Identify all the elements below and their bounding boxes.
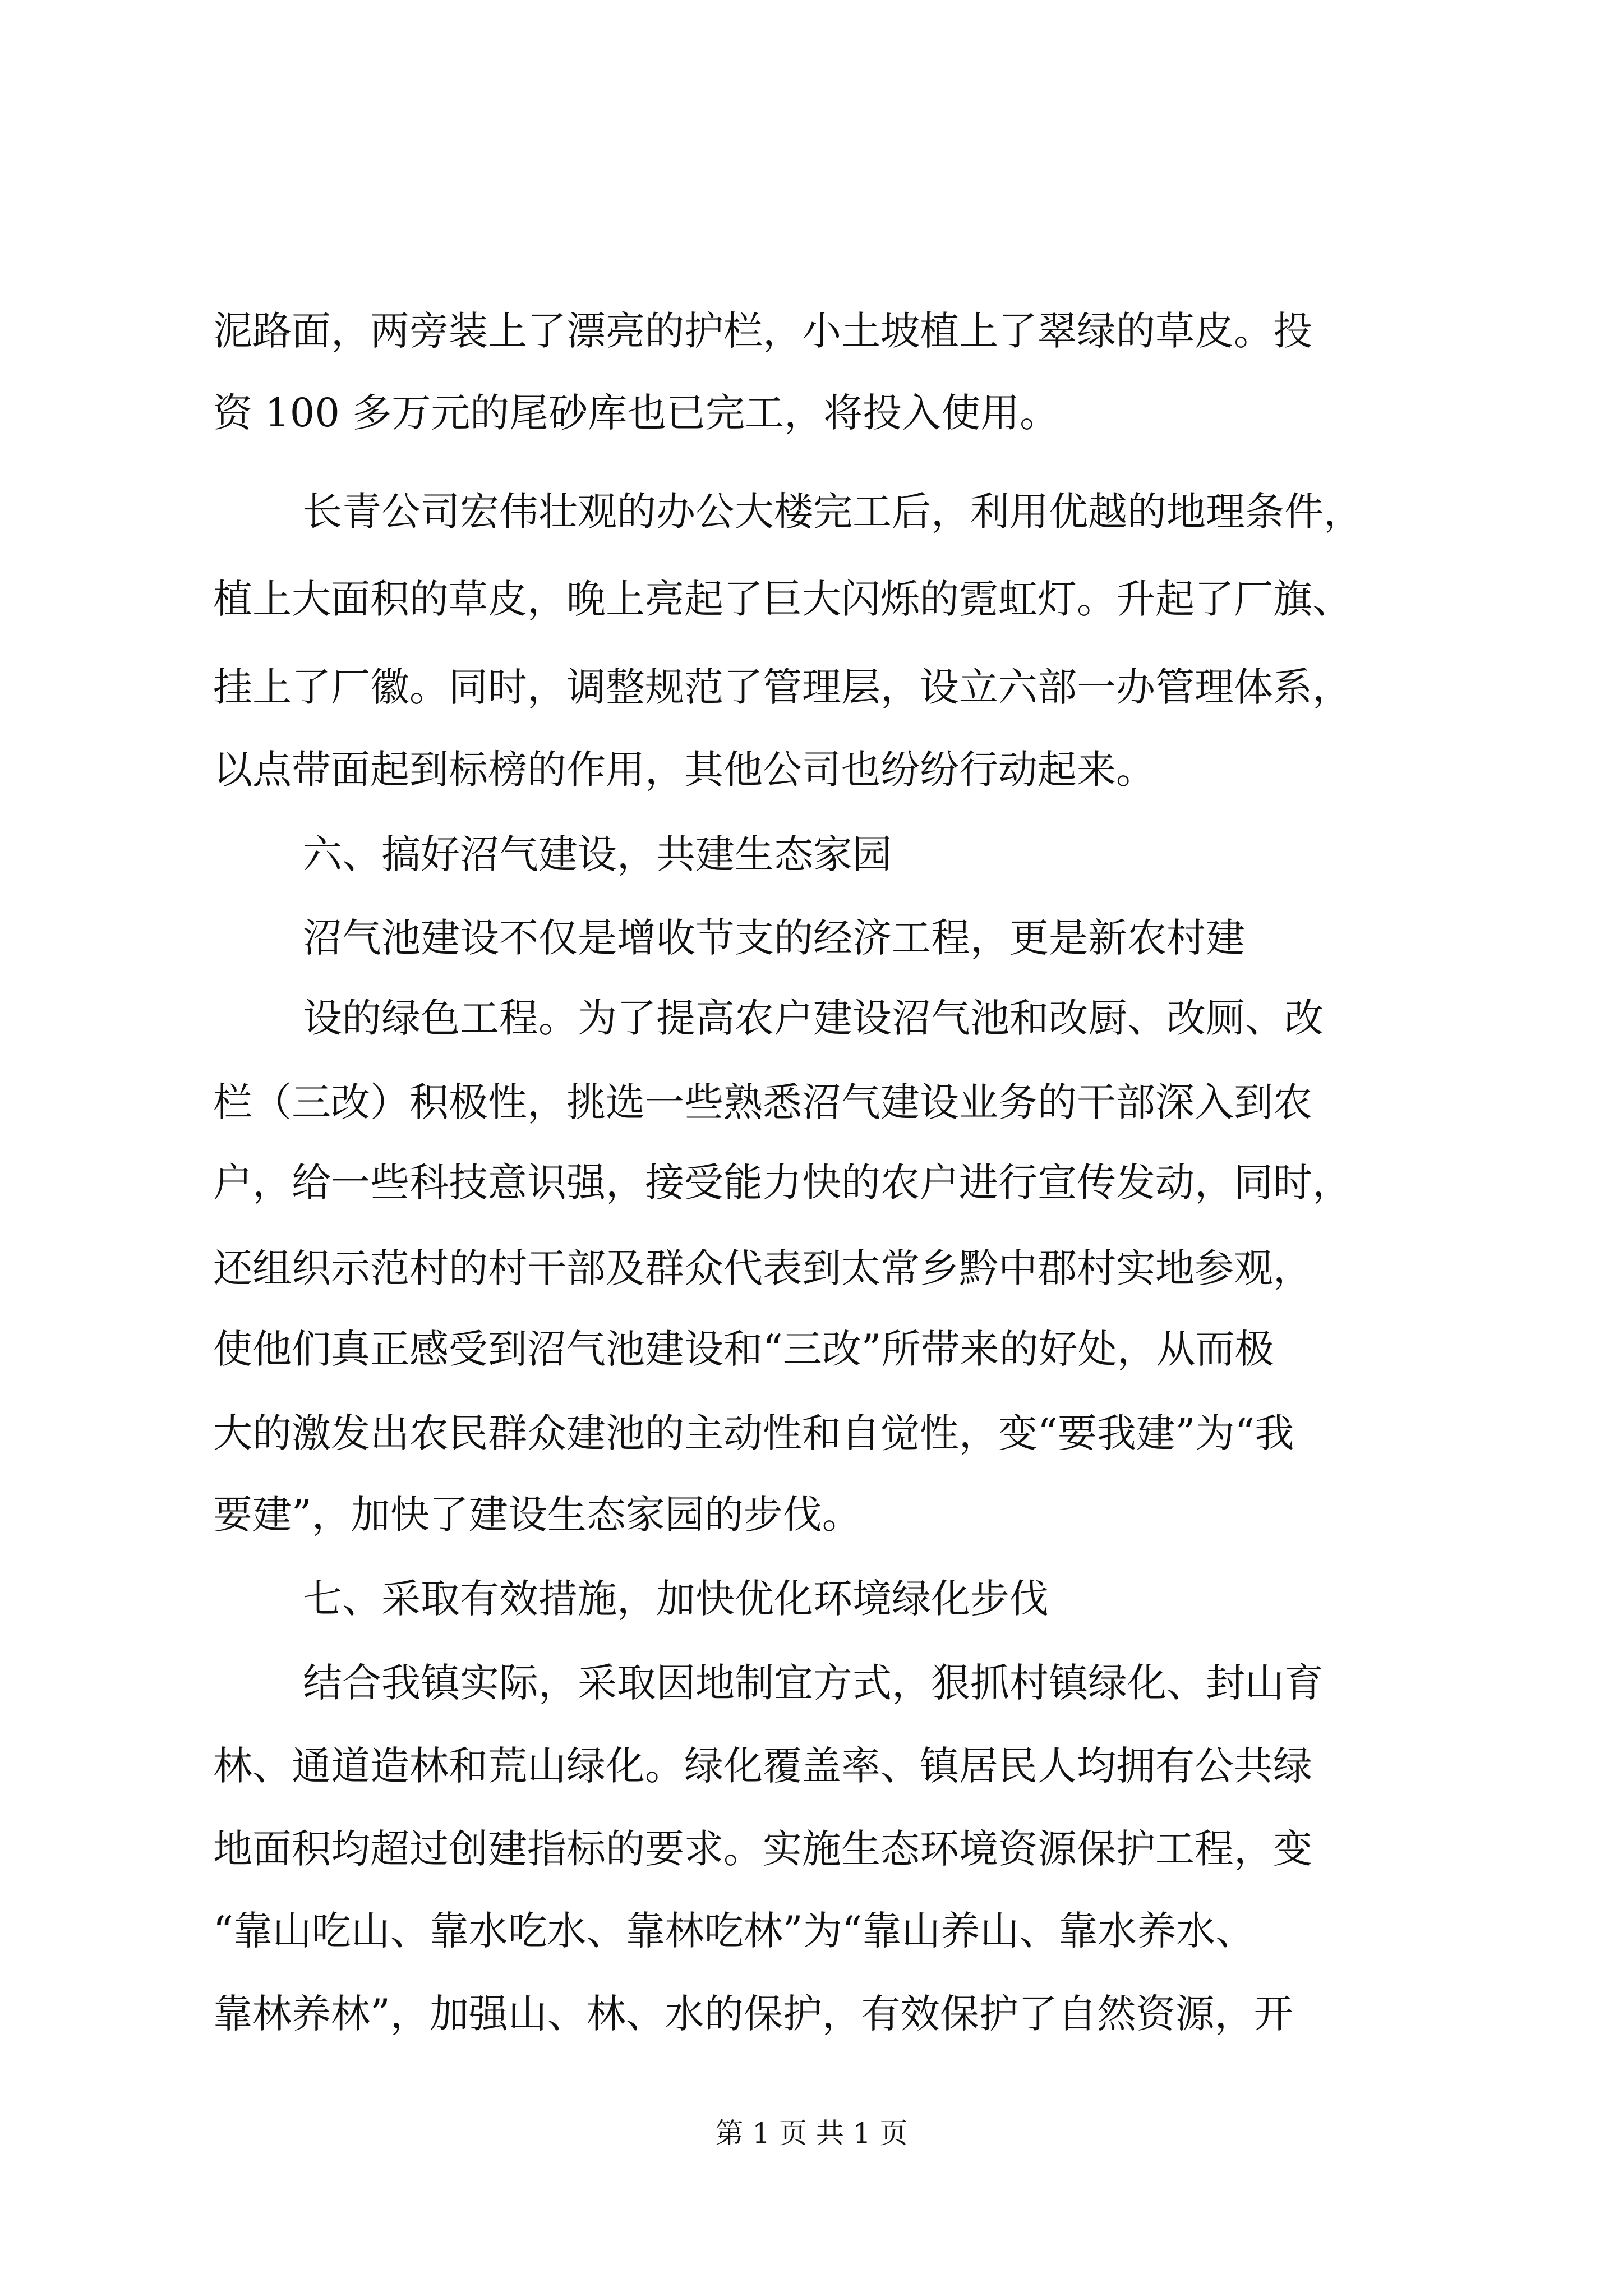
text-line-3: 长青公司宏伟壮观的办公大楼完工后，利用优越的地理条件， <box>303 489 1363 535</box>
text-line-1: 泥路面，两旁装上了漂亮的护栏，小土坡植上了翠绿的草皮。投 <box>213 308 1312 354</box>
text-line-15: 要建”，加快了建设生态家园的步伐。 <box>213 1492 861 1538</box>
page-footer: 第 1 页 共 1 页 <box>715 2117 908 2150</box>
text-line-12: 还组织示范村的村干部及群众代表到太常乡黔中郡村实地参观， <box>213 1245 1312 1291</box>
text-line-13: 使他们真正感受到沼气池建设和“三改”所带来的好处，从而极 <box>213 1326 1274 1372</box>
section-heading-7: 七、采取有效措施，加快优化环境绿化步伐 <box>303 1576 1049 1622</box>
text-line-18: 林、通道造林和荒山绿化。绿化覆盖率、镇居民人均拥有公共绿 <box>213 1743 1312 1789</box>
section-heading-6: 六、搞好沼气建设，共建生态家园 <box>303 831 892 877</box>
text-line-21: 靠林养林”，加强山、林、水的保护，有效保护了自然资源，开 <box>213 1991 1293 2037</box>
text-line-6: 以点带面起到标榜的作用，其他公司也纷纷行动起来。 <box>213 747 1155 793</box>
text-line-14: 大的激发出农民群众建池的主动性和自觉性，变“要我建”为“我 <box>213 1410 1294 1456</box>
text-line-8: 沼气池建设不仅是增收节支的经济工程，更是新农村建 <box>303 915 1245 961</box>
text-line-5: 挂上了厂徽。同时，调整规范了管理层，设立六部一办管理体系， <box>213 664 1352 710</box>
text-line-19: 地面积均超过创建指标的要求。实施生态环境资源保护工程，变 <box>213 1826 1312 1872</box>
text-line-17: 结合我镇实际，采取因地制宜方式，狠抓村镇绿化、封山育 <box>303 1660 1324 1706</box>
text-line-20: “靠山吃山、靠水吃水、靠林吃林”为“靠山养山、靠水养水、 <box>213 1908 1255 1954</box>
text-line-2: 资 100 多万元的尾砂库也已完工，将投入使用。 <box>213 390 1059 436</box>
text-line-4: 植上大面积的草皮，晚上亮起了巨大闪烁的霓虹灯。升起了厂旗、 <box>213 576 1352 622</box>
text-line-9: 设的绿色工程。为了提高农户建设沼气池和改厨、改厕、改 <box>303 995 1324 1041</box>
text-line-11: 户，给一些科技意识强，接受能力快的农户进行宣传发动，同时， <box>213 1159 1352 1205</box>
text-line-10: 栏（三改）积极性，挑选一些熟悉沼气建设业务的干部深入到农 <box>213 1079 1312 1125</box>
